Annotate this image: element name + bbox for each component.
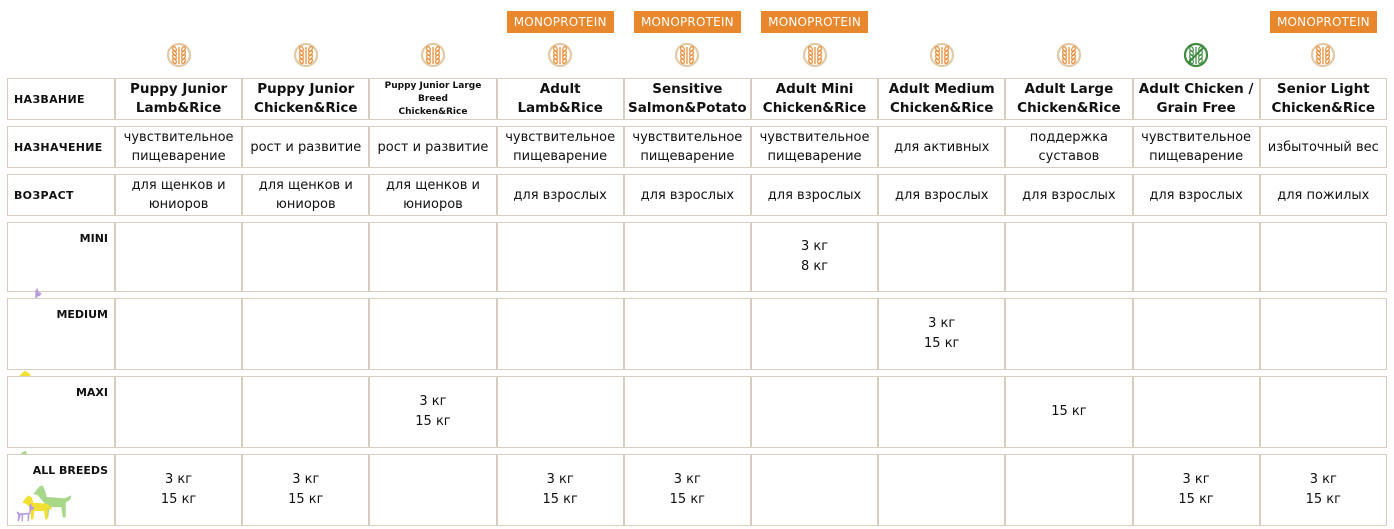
product-purpose: рост и развитие (369, 126, 496, 168)
package-sizes-maxi (1133, 376, 1260, 448)
package-sizes-all_breeds (751, 454, 878, 526)
product-age: для щенков и юниоров (242, 174, 369, 216)
package-sizes-all_breeds (878, 454, 1005, 526)
package-sizes-mini (878, 222, 1005, 292)
product-name (624, 78, 751, 120)
product-age: для взрослых (1005, 174, 1132, 216)
product-name-line2: Chicken&Rice (889, 100, 994, 116)
package-sizes-mini (115, 222, 242, 292)
monoprotein-badge: MONOPROTEIN (634, 11, 741, 33)
package-sizes-maxi (497, 376, 624, 448)
row-header-age: ВОЗРАСТ (7, 174, 115, 216)
product-name (369, 78, 496, 120)
product-name (751, 78, 878, 120)
package-sizes-maxi (751, 376, 878, 448)
all-breeds-dogs-icon (10, 481, 80, 525)
package-sizes-maxi (115, 376, 242, 448)
package-sizes-mini (242, 222, 369, 292)
size-row-header-all_breeds (7, 454, 115, 526)
wheat-icon (419, 41, 447, 69)
package-sizes-medium (624, 298, 751, 370)
product-name-line2: Chicken&Rice (1271, 100, 1376, 116)
product-name-line1: Puppy Junior Large Breed (384, 80, 482, 104)
product-name (242, 78, 369, 120)
product-purpose: чувствительное пищеварение (624, 126, 751, 168)
product-name-line1: Sensitive (652, 81, 723, 97)
package-sizes-medium (497, 298, 624, 370)
package-sizes-mini (497, 222, 624, 292)
package-sizes-medium (751, 298, 878, 370)
product-name-line1: Senior Light (1276, 81, 1370, 97)
product-name (1260, 78, 1387, 120)
package-sizes-medium (115, 298, 242, 370)
product-name-line1: Adult (539, 81, 581, 97)
size-label: ALL BREEDS (32, 464, 108, 477)
product-purpose: для активных (878, 126, 1005, 168)
package-sizes-maxi (1260, 376, 1387, 448)
size-label: MAXI (75, 386, 108, 399)
product-age: для щенков и юниоров (115, 174, 242, 216)
product-name-line2: Chicken&Rice (398, 106, 468, 117)
package-sizes-mini (1133, 222, 1260, 292)
package-sizes-maxi (878, 376, 1005, 448)
product-purpose: чувствительное пищеварение (115, 126, 242, 168)
product-name-line1: Adult Large (1024, 81, 1114, 97)
product-name-line2: Lamb&Rice (135, 100, 222, 116)
product-purpose: чувствительное пищеварение (497, 126, 624, 168)
header-badges-row (0, 0, 1394, 80)
product-purpose: поддержка суставов (1005, 126, 1132, 168)
wheat-icon (673, 41, 701, 69)
package-sizes-maxi: 3 кг 15 кг (369, 376, 496, 448)
product-age: для пожилых (1260, 174, 1387, 216)
product-name-line1: Adult Chicken / (1138, 81, 1254, 97)
wheat-icon (801, 41, 829, 69)
monoprotein-badge: MONOPROTEIN (761, 11, 868, 33)
package-sizes-mini (624, 222, 751, 292)
product-name-line1: Puppy Junior (130, 81, 228, 97)
package-sizes-all_breeds: 3 кг 15 кг (242, 454, 369, 526)
size-row-header-mini (7, 222, 115, 292)
package-sizes-all_breeds: 3 кг 15 кг (624, 454, 751, 526)
product-name-line1: Puppy Junior (257, 81, 355, 97)
product-name-line2: Chicken&Rice (1017, 100, 1121, 116)
product-name-line1: Adult Medium (888, 81, 995, 97)
product-name-line2: Lamb&Rice (517, 100, 603, 116)
product-purpose: рост и развитие (242, 126, 369, 168)
package-sizes-maxi (242, 376, 369, 448)
wheat-icon (165, 41, 193, 69)
product-name-line1: Adult Mini (775, 81, 854, 97)
product-age: для взрослых (751, 174, 878, 216)
product-age: для взрослых (1133, 174, 1260, 216)
package-sizes-mini (369, 222, 496, 292)
product-name (1133, 78, 1260, 120)
monoprotein-badge: MONOPROTEIN (1270, 11, 1377, 33)
package-sizes-mini (1005, 222, 1132, 292)
package-sizes-all_breeds (369, 454, 496, 526)
product-name (878, 78, 1005, 120)
row-header-purpose: НАЗНАЧЕНИЕ (7, 126, 115, 168)
wheat-icon (1309, 41, 1337, 69)
package-sizes-maxi (624, 376, 751, 448)
wheat-icon (1055, 41, 1083, 69)
wheat-icon (292, 41, 320, 69)
size-label: MINI (79, 232, 108, 245)
row-header-name: НАЗВАНИЕ (7, 78, 115, 120)
product-purpose: чувствительное пищеварение (1133, 126, 1260, 168)
grain-free-icon (1182, 41, 1210, 69)
package-sizes-mini: 3 кг 8 кг (751, 222, 878, 292)
wheat-icon (546, 41, 574, 69)
package-sizes-medium (1260, 298, 1387, 370)
product-age: для взрослых (497, 174, 624, 216)
product-name-line2: Chicken&Rice (762, 100, 867, 116)
product-name (497, 78, 624, 120)
product-age: для щенков и юниоров (369, 174, 496, 216)
monoprotein-badge: MONOPROTEIN (507, 11, 614, 33)
size-row-header-medium (7, 298, 115, 370)
package-sizes-medium: 3 кг 15 кг (878, 298, 1005, 370)
package-sizes-mini (1260, 222, 1387, 292)
package-sizes-all_breeds: 3 кг 15 кг (1133, 454, 1260, 526)
package-sizes-medium (1005, 298, 1132, 370)
package-sizes-all_breeds (1005, 454, 1132, 526)
package-sizes-all_breeds: 3 кг 15 кг (497, 454, 624, 526)
package-sizes-medium (242, 298, 369, 370)
wheat-icon (928, 41, 956, 69)
product-name (115, 78, 242, 120)
package-sizes-all_breeds: 3 кг 15 кг (115, 454, 242, 526)
package-sizes-maxi: 15 кг (1005, 376, 1132, 448)
product-age: для взрослых (624, 174, 751, 216)
product-name (1005, 78, 1132, 120)
product-purpose: избыточный вес (1260, 126, 1387, 168)
package-sizes-medium (369, 298, 496, 370)
product-age: для взрослых (878, 174, 1005, 216)
product-purpose: чувствительное пищеварение (751, 126, 878, 168)
product-comparison-table (7, 78, 1387, 526)
size-label: MEDIUM (56, 308, 108, 321)
product-name-line2: Grain Free (1156, 100, 1236, 116)
package-sizes-all_breeds: 3 кг 15 кг (1260, 454, 1387, 526)
package-sizes-medium (1133, 298, 1260, 370)
size-row-header-maxi (7, 376, 115, 448)
product-name-line2: Chicken&Rice (254, 100, 358, 116)
product-name-line2: Salmon&Potato (628, 100, 747, 116)
